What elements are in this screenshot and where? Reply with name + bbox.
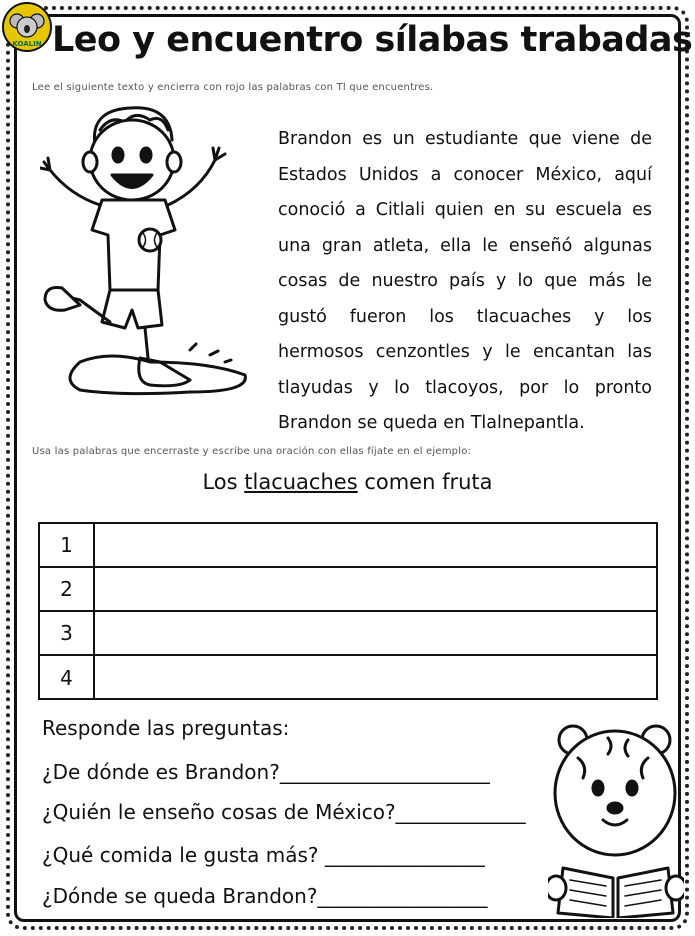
example-after: comen fruta	[357, 470, 493, 494]
answer-table	[38, 522, 658, 700]
row-number: 2	[40, 568, 95, 610]
row-number: 1	[40, 524, 95, 566]
example-before: Los	[202, 470, 245, 494]
table-row	[40, 568, 656, 612]
row-number: 3	[40, 612, 95, 654]
boy-illustration	[40, 100, 260, 400]
instruction-read: Lee el siguiente texto y encierra con rojo las palabras con Tl que encuentres.	[32, 82, 434, 93]
question-item: ¿Quién le enseño cosas de México?_____________	[42, 800, 526, 824]
questions-heading: Responde las preguntas:	[42, 716, 290, 740]
page-title: Leo y encuentro sílabas trabadas	[52, 20, 693, 60]
instruction-write: Usa las palabras que encerraste y escribe una oración con ellas fíjate en el ejemplo:	[32, 446, 472, 457]
story-paragraph: Brandon es un estudiante que viene de Estados Unidos a conocer México, aquí conoció a Citlali quien en su escuela es una gran atleta, ella le enseñó algunas cosas de nuestro país y lo que más le gustó fueron los tlacuaches y los hermosos cenzontles y le encantan las tlayudas y lo tlacoyos, por lo pronto Brandon se queda en Tlalnepantla.	[278, 129, 652, 433]
koala-logo	[2, 2, 52, 52]
question-item: ¿Dónde se queda Brandon?_________________	[42, 884, 488, 908]
question-item: ¿Qué comida le gusta más? ________________	[42, 843, 485, 867]
table-row	[40, 656, 656, 700]
tiger-reading-illustration	[548, 718, 684, 918]
row-number: 4	[40, 656, 95, 700]
logo-text: KOALIN	[12, 40, 42, 48]
table-row	[40, 612, 656, 656]
example-underlined-word: tlacuaches	[244, 470, 358, 494]
example-sentence	[0, 470, 695, 494]
table-row	[40, 524, 656, 568]
question-item: ¿De dónde es Brandon?_____________________	[42, 760, 490, 784]
